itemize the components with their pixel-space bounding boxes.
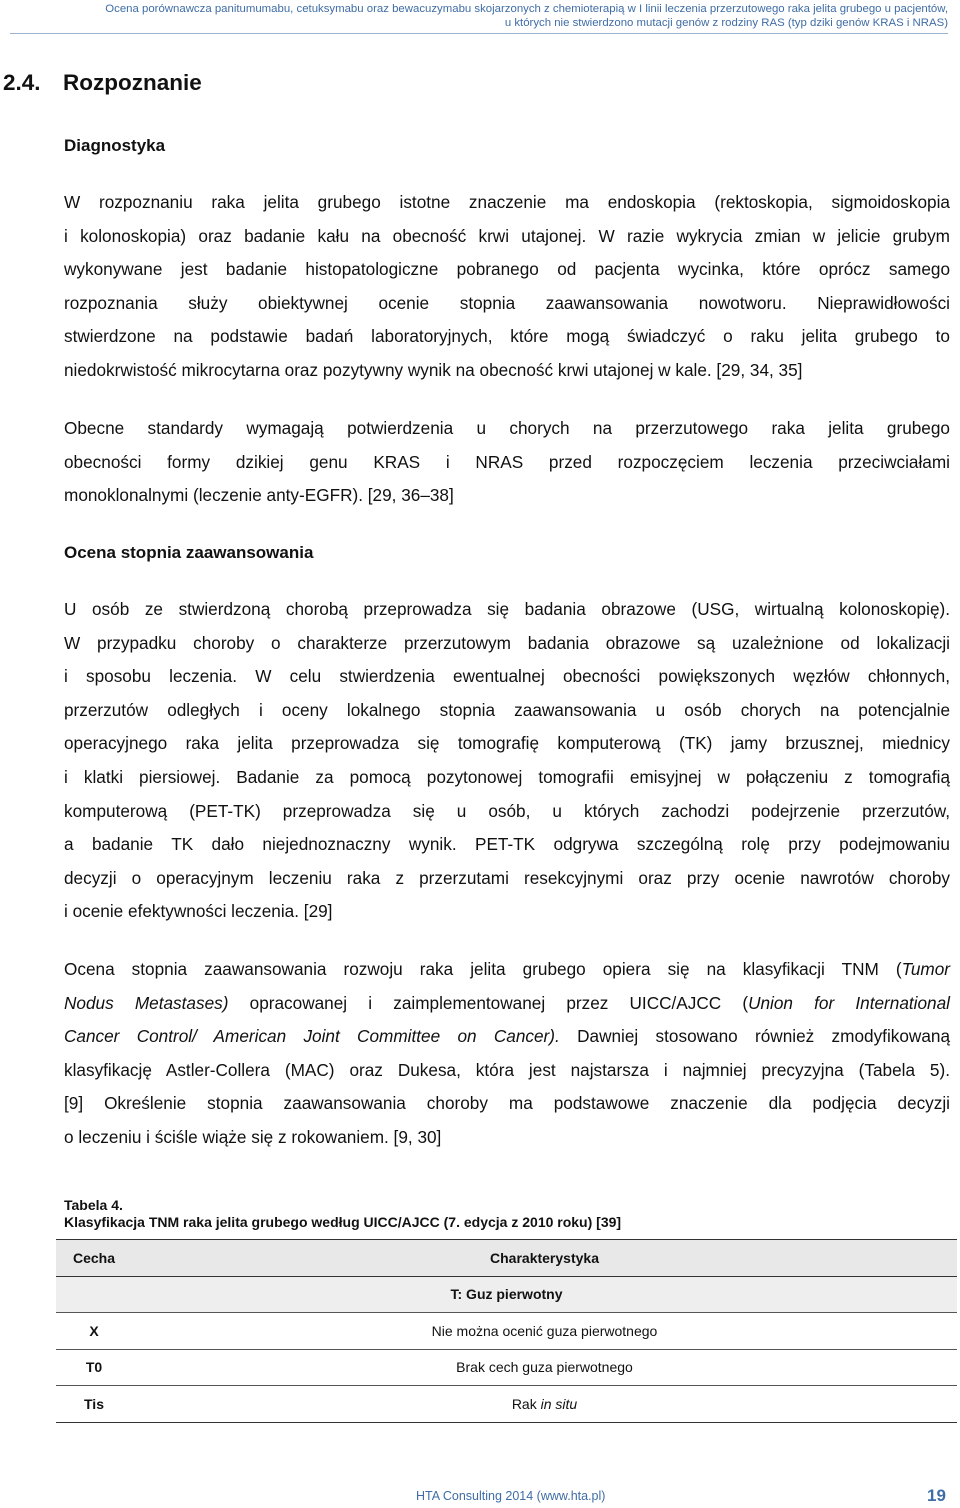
tnm-italic: Tumor bbox=[901, 959, 950, 979]
subheading-diagnostyka: Diagnostyka bbox=[64, 136, 166, 155]
row-desc bbox=[132, 1386, 957, 1423]
text-line: W przypadku choroby o charakterze przerzutowym badania obrazowe są uzależnione od lokalizacji bbox=[64, 632, 950, 653]
tnm-text: Ocena stopnia zaawansowania rozwoju raka jelita grubego opiera się na klasyfikacji TNM ( bbox=[64, 959, 902, 979]
header-line-1: Ocena porównawcza panitumumabu, cetuksymabu oraz bewacuzymabu skojarzonych z chemioterapią w I linii leczenia przerzutowego raka jelita grubego u pacjentów, bbox=[105, 3, 948, 15]
text-line: rozpoznania służy obiektywnej ocenie stopnia zaawansowania nowotworu. Nieprawidłowości bbox=[64, 292, 950, 313]
paragraph-diagnostics bbox=[64, 186, 950, 388]
row-desc-italic: in situ bbox=[540, 1395, 578, 1412]
col-header-charakterystyka: Charakterystyka bbox=[132, 1240, 957, 1277]
row-desc: Nie można ocenić guza pierwotnego bbox=[132, 1313, 957, 1350]
text-line: przerzutów odległych i oceny lokalnego stopnia zaawansowania u osób chorych na potencjalnie bbox=[64, 699, 950, 720]
table-row bbox=[56, 1386, 957, 1423]
text-line: obecności formy dzikiej genu KRAS i NRAS przed rozpoczęciem leczenia przeciwciałami bbox=[64, 451, 950, 472]
row-code: T0 bbox=[56, 1349, 132, 1386]
table-row bbox=[56, 1349, 957, 1386]
text-line: i klatki piersiowej. Badanie za pomocą pozytonowej tomografii emisyjnej w połączeniu z tomografią bbox=[64, 766, 950, 787]
text-line: [9] Określenie stopnia zaawansowania choroby ma podstawowe znaczenie dla podjęcia decyzji bbox=[64, 1093, 950, 1114]
text-line: a badanie TK dało niejednoznaczny wynik. PET-TK odgrywa szczególną rolę przy podejmowaniu bbox=[64, 834, 950, 855]
text-line: i kolonoskopia) oraz badanie kału na obecność krwi utajonej. W razie wykrycia zmian w jelicie grubym bbox=[64, 225, 950, 246]
tnm-table bbox=[56, 1239, 957, 1423]
section-number: 2.4. bbox=[3, 70, 41, 95]
text-line: i ocenie efektywności leczenia. [29] bbox=[64, 901, 333, 922]
tnm-text: opracowanej i zaimplementowanej przez UICC/AJCC ( bbox=[228, 992, 749, 1013]
text-line: o leczeniu i ściśle wiąże się z rokowaniem. [9, 30] bbox=[64, 1126, 442, 1147]
row-desc-text: Rak bbox=[511, 1395, 541, 1412]
col-header-cecha: Cecha bbox=[56, 1240, 132, 1277]
table-header-row bbox=[56, 1240, 957, 1277]
section-heading bbox=[3, 70, 202, 96]
row-code: Tis bbox=[56, 1386, 132, 1423]
text-line bbox=[64, 987, 950, 1021]
text-line: i sposobu leczenia. W celu stwierdzenia ewentualnej obecności powiększonych węzłów chłonnych, bbox=[64, 666, 950, 687]
text-line: wykonywane jest badanie histopatologiczne pobranego od pacjenta wycinka, które oprócz samego bbox=[64, 259, 950, 280]
paragraph-standards bbox=[64, 412, 950, 513]
footer-source: HTA Consulting 2014 (www.hta.pl) bbox=[416, 1489, 606, 1503]
text-line bbox=[64, 953, 950, 987]
tnm-italic: Nodus Metastases) bbox=[64, 992, 229, 1013]
subheader-guz-pierwotny: T: Guz pierwotny bbox=[56, 1276, 957, 1313]
table-title: Klasyfikacja TNM raka jelita grubego według UICC/AJCC (7. edycja z 2010 roku) [39] bbox=[64, 1214, 622, 1230]
text-line: stwierdzone na podstawie badań laboratoryjnych, które mogą świadczyć o raku jelita grubego to bbox=[64, 326, 950, 347]
text-line: monoklonalnymi (leczenie anty-EGFR). [29, 36–38] bbox=[64, 485, 454, 506]
page-number: 19 bbox=[927, 1486, 946, 1505]
text-line: W rozpoznaniu raka jelita grubego istotne znaczenie ma endoskopia (rektoskopia, sigmoidoskopia bbox=[64, 192, 950, 212]
text-line: decyzji o operacyjnym leczeniu raka z przerzutami resekcyjnymi oraz przy ocenie nawrotów choroby bbox=[64, 867, 950, 888]
text-line bbox=[64, 1020, 950, 1054]
section-title: Rozpoznanie bbox=[63, 70, 202, 95]
tnm-text: Dawniej stosowano również zmodyfikowaną bbox=[559, 1026, 951, 1047]
row-desc: Brak cech guza pierwotnego bbox=[132, 1349, 957, 1386]
table-row bbox=[56, 1313, 957, 1350]
header-line-2: u których nie stwierdzono mutacji genów z rodziny RAS (typ dziki genów KRAS i NRAS) bbox=[504, 17, 948, 29]
subheading-staging: Ocena stopnia zaawansowania bbox=[64, 543, 314, 562]
text-line: U osób ze stwierdzoną chorobą przeprowadza się badania obrazowe (USG, wirtualną kolonoskopię). bbox=[64, 599, 950, 619]
table-subheader-row bbox=[56, 1276, 957, 1313]
table-caption bbox=[64, 1197, 621, 1231]
running-header bbox=[10, 0, 948, 34]
text-line: komputerową (PET-TK) przeprowadza się u osób, u których zachodzi podejrzenie przerzutów, bbox=[64, 800, 950, 821]
tnm-italic: Cancer Control/ American Joint Committee on Cancer). bbox=[64, 1026, 560, 1047]
text-line: klasyfikację Astler-Collera (MAC) oraz Dukesa, która jest najstarsza i najmniej precyzyjna (Tabela 5). bbox=[64, 1059, 950, 1080]
text-line: operacyjnego raka jelita przeprowadza się tomografię komputerową (TK) jamy brzusznej, miednicy bbox=[64, 733, 950, 754]
table-label: Tabela 4. bbox=[64, 1197, 123, 1213]
text-line: Obecne standardy wymagają potwierdzenia u chorych na przerzutowego raka jelita grubego bbox=[64, 418, 950, 438]
paragraph-tnm bbox=[64, 953, 950, 1155]
row-code: X bbox=[56, 1313, 132, 1350]
paragraph-imaging bbox=[64, 593, 950, 929]
tnm-italic: Union for International bbox=[748, 992, 950, 1013]
text-line: niedokrwistość mikrocytarna oraz pozytywny wynik na obecność krwi utajonej w kale. [29, 34, 35] bbox=[64, 359, 803, 380]
